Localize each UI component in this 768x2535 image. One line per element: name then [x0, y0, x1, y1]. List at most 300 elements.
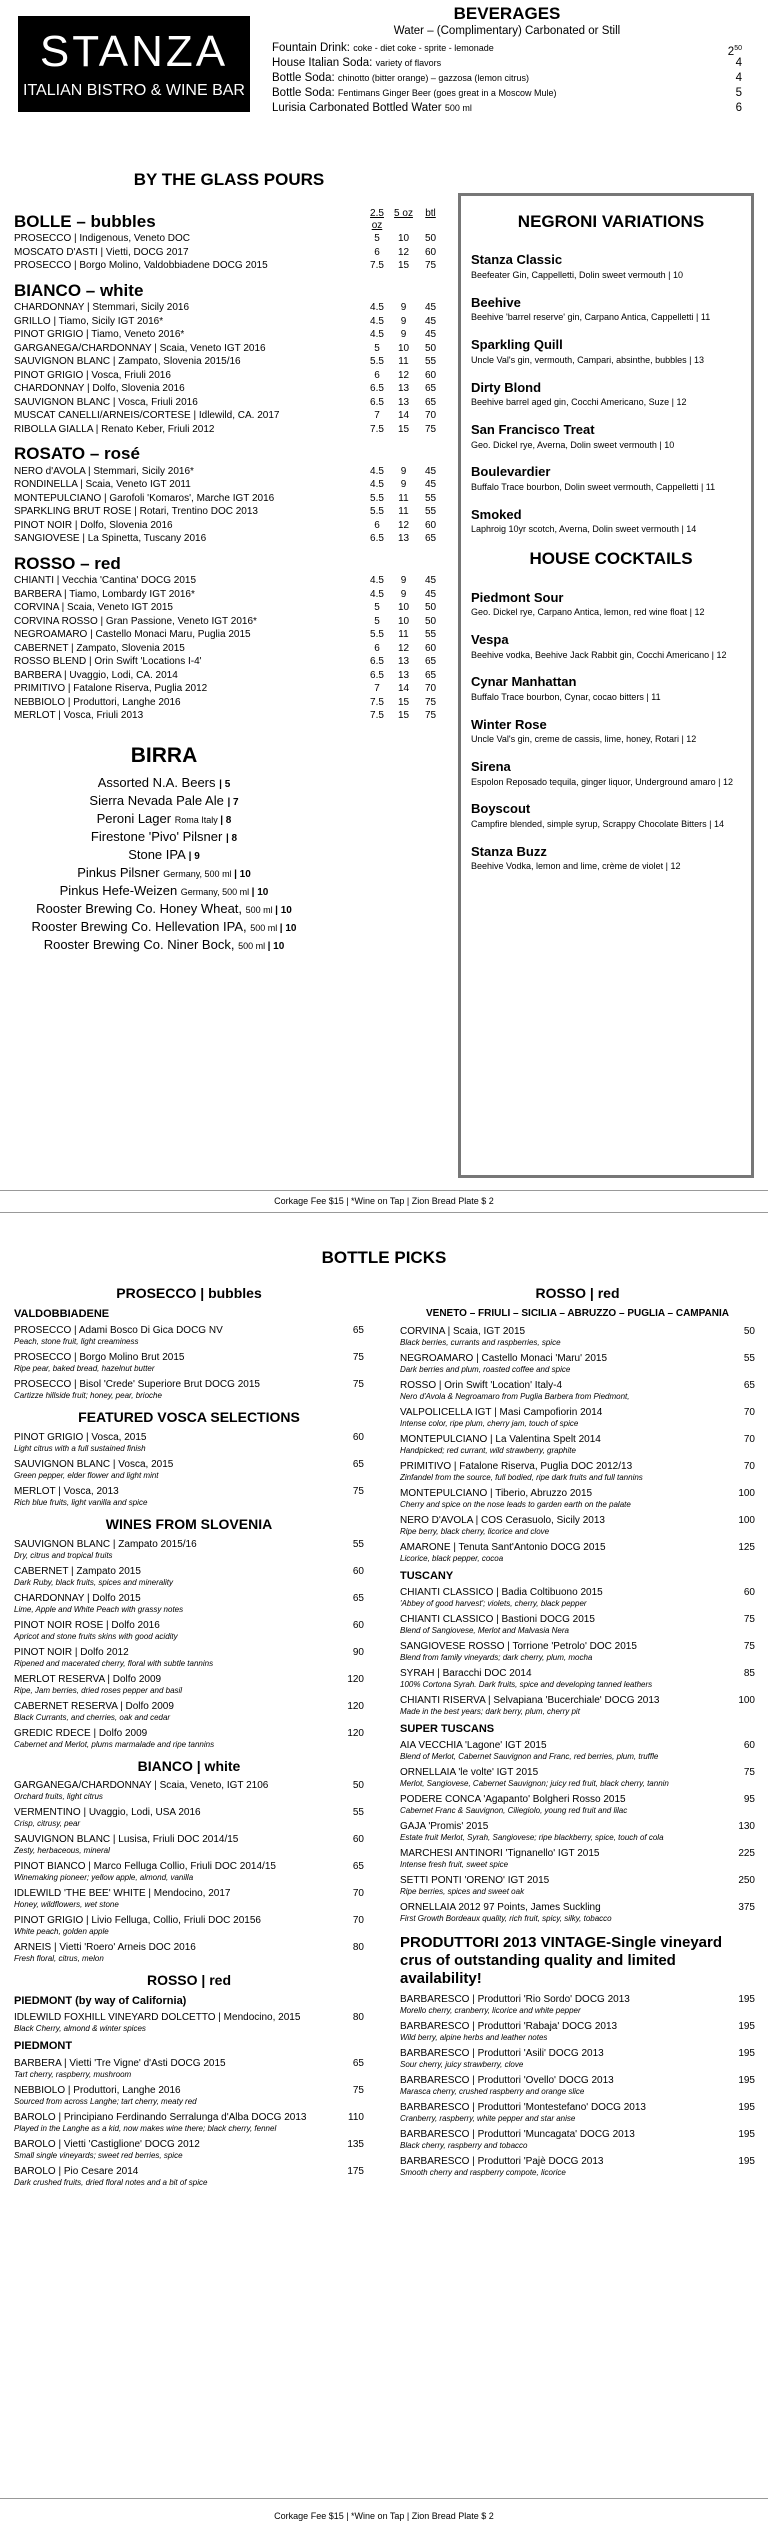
cocktail-name: Boulevardier — [471, 464, 551, 480]
logo-tagline: ITALIAN BISTRO & WINE BAR — [23, 81, 245, 99]
glass-price-bottle: 45 — [424, 575, 437, 587]
bottle-wine-row — [14, 1674, 364, 1686]
beverage-name: House Italian Soda: — [272, 57, 376, 70]
cocktail-name: Winter Rose — [471, 716, 547, 732]
bottle-wine-price: 65 — [743, 1379, 755, 1391]
beverage-desc: chinotto (bitter orange) – gazzosa (lemon citrus) — [337, 73, 529, 84]
bottle-wine-name: BAROLO | Vietti 'Castiglione' DOCG 2012 — [14, 2138, 200, 2150]
glass-wine-name: CORVINA ROSSO | Gran Passione, Veneto IGT 2016* — [14, 615, 257, 627]
bottle-wine-price: 120 — [347, 1727, 364, 1739]
bottle-wine-price: 100 — [738, 1487, 755, 1499]
glass-price-small: 4.5 — [370, 575, 384, 587]
beer-price: 9 — [194, 850, 200, 862]
bottle-wine-price: 375 — [738, 1902, 755, 1914]
cocktail-name: Cynar Manhattan — [471, 674, 577, 690]
bottle-section-heading: WINES FROM SLOVENIA — [105, 1515, 273, 1532]
beer-name: Sierra Nevada Pale Ale — [89, 792, 228, 808]
glass-price-glass: 10 — [397, 615, 410, 627]
bottle-wine-name: PINOT NOIR ROSE | Dolfo 2016 — [14, 1619, 160, 1631]
bottle-wine-row — [400, 2102, 755, 2114]
glass-wine-row — [14, 532, 444, 546]
glass-price-small: 6 — [374, 246, 380, 258]
bottle-wine-name: PINOT BIANCO | Marco Felluga Collio, Friuli DOC 2014/15 — [14, 1861, 276, 1873]
bottle-wine-desc: 100% Cortona Syrah. Dark fruits, spice and developing tanned leathers — [400, 1679, 653, 1689]
bottle-wine-price: 75 — [743, 1640, 755, 1652]
divider — [0, 2498, 768, 2499]
glass-price-glass: 13 — [397, 533, 410, 545]
bottle-wine-name: IDLEWILD 'THE BEE' WHITE | Mendocino, 2017 — [14, 1888, 231, 1900]
by-the-glass-list — [14, 208, 444, 722]
glass-price-small: 4.5 — [370, 465, 384, 477]
beer-price: 8 — [225, 814, 232, 826]
house-cocktails-list — [471, 590, 751, 873]
bottle-picks-right-column — [400, 1285, 755, 2183]
bottle-wine-price: 120 — [347, 1673, 364, 1685]
cocktail-item — [471, 252, 751, 280]
glass-price-bottle: 55 — [424, 506, 437, 518]
glass-wine-name: GARGANEGA/CHARDONNAY | Scaia, Veneto IGT 2016 — [14, 342, 266, 354]
glass-price-bottle: 65 — [424, 656, 437, 668]
cocktail-name: Vespa — [471, 631, 509, 647]
glass-price-small: 4.5 — [370, 479, 384, 491]
cocktail-desc: Uncle Val's gin, creme de cassis, lime, honey, Rotari | 12 — [471, 734, 697, 745]
beverage-price — [712, 101, 742, 116]
bottle-wine-name: BARBARESCO | Produttori 'Asili' DOCG 2013 — [400, 2048, 604, 2060]
cocktail-desc: Beehive barrel aged gin, Cocchi Americano, Suze | 12 — [471, 397, 687, 408]
bottle-wine-row — [14, 1888, 364, 1900]
glass-price-glass: 15 — [397, 423, 410, 435]
bottle-wine-price: 195 — [738, 2102, 755, 2114]
glass-price-glass: 12 — [397, 519, 410, 531]
bottle-wine-desc: Dark Ruby, black fruits, spices and minerality — [14, 1577, 174, 1587]
bottle-wine-price: 110 — [348, 2111, 364, 2123]
beer-name: Rooster Brewing Co. Niner Bock, — [43, 936, 239, 952]
cocktail-item — [471, 717, 751, 745]
bottle-wine-desc: Cranberry, raspberry, white pepper and star anise — [400, 2114, 576, 2124]
bottle-wine-name: CHARDONNAY | Dolfo 2015 — [14, 1592, 141, 1604]
bottle-wine-name: SYRAH | Baracchi DOC 2014 — [400, 1667, 532, 1679]
bottle-wine-price: 90 — [352, 1646, 364, 1658]
glass-wine-row — [14, 642, 444, 656]
bottle-wine-name: PROSECCO | Adami Bosco Di Gica DOCG NV — [14, 1324, 223, 1336]
glass-price-glass: 15 — [397, 710, 410, 722]
bottle-wine-name: NERO D'AVOLA | COS Cerasuolo, Sicily 2013 — [400, 1514, 605, 1526]
bottle-wine-desc: Dry, citrus and tropical fruits — [14, 1550, 113, 1560]
bottle-wine-row — [400, 1767, 755, 1779]
beverage-name: Bottle Soda: — [272, 87, 338, 100]
glass-wine-name: MERLOT | Vosca, Friuli 2013 — [14, 710, 144, 722]
beer-price-sep: | — [225, 832, 232, 844]
bottle-wine-row — [400, 1668, 755, 1680]
bottle-wine-price: 70 — [743, 1460, 755, 1472]
beer-name: Pinkus Pilsner — [77, 864, 164, 880]
beverage-name-wrap — [272, 101, 472, 116]
glass-price-small: 4.5 — [370, 329, 384, 341]
glass-category: BIANCO – white — [14, 280, 144, 300]
bottle-wine-row — [400, 1641, 755, 1653]
glass-price-bottle: 65 — [424, 669, 437, 681]
footnote-bottom: Corkage Fee $15 | *Wine on Tap | Zion Bread Plate $ 2 — [274, 2511, 494, 2521]
glass-price-bottle: 75 — [424, 260, 437, 272]
beer-size: Roma Italy — [174, 814, 221, 825]
bottle-wine-name: IDLEWILD FOXHILL VINEYARD DOLCETTO | Mendocino, 2015 — [14, 2012, 301, 2024]
glass-price-glass: 9 — [400, 588, 407, 600]
birra-list — [14, 774, 314, 954]
glass-price-bottle: 45 — [424, 588, 437, 600]
glass-wine-name: SAUVIGNON BLANC | Vosca, Friuli 2016 — [14, 396, 198, 408]
glass-price-bottle: 50 — [424, 342, 437, 354]
cocktail-desc: Geo. Dickel rye, Averna, Dolin sweet vermouth | 10 — [471, 439, 675, 450]
bottle-wine-price: 195 — [738, 2075, 755, 2087]
bottle-wine-desc: Wild berry, alpine herbs and leather notes — [400, 2033, 548, 2043]
bottle-wine-row — [14, 2139, 364, 2151]
bottle-wine-desc: Green pepper, elder flower and light mint — [14, 1470, 159, 1480]
bottle-wine-desc: Tart cherry, raspberry, mushroom — [14, 2069, 132, 2079]
glass-price-small: 4.5 — [370, 588, 384, 600]
beverage-name: Bottle Soda: — [272, 72, 338, 85]
bottle-wine-desc: Ripened and macerated cherry, floral with subtle tannins — [14, 1658, 214, 1668]
bottle-wine-name: SAUVIGNON BLANC | Zampato 2015/16 — [14, 1538, 197, 1550]
bottle-wine-desc: Sour cherry, juicy strawberry, clove — [400, 2060, 524, 2070]
beer-size: 500 ml — [250, 922, 280, 933]
bottle-wine-price: 120 — [347, 1700, 364, 1712]
bottle-wine-price: 65 — [352, 1458, 364, 1470]
bottle-wine-name: CORVINA | Scaia, IGT 2015 — [400, 1325, 526, 1337]
bottle-wine-name: CABERNET RESERVA | Dolfo 2009 — [14, 1700, 174, 1712]
glass-price-glass: 10 — [397, 602, 410, 614]
glass-wine-row — [14, 628, 444, 642]
bottle-wine-price: 75 — [352, 1485, 364, 1497]
glass-category: ROSSO – red — [14, 553, 121, 573]
glass-columns — [364, 208, 444, 232]
bottle-wine-row — [14, 1807, 364, 1819]
bottle-section-heading: FEATURED VOSCA SELECTIONS — [78, 1408, 300, 1425]
beverage-item — [272, 101, 742, 116]
beer-price-sep: | — [251, 886, 258, 898]
glass-price-glass: 9 — [400, 465, 407, 477]
bottle-wine-name: BAROLO | Pio Cesare 2014 — [14, 2165, 139, 2177]
bottle-wine-name: SETTI PONTI 'ORENO' IGT 2015 — [400, 1875, 550, 1887]
bottle-wine-desc: Dark crushed fruits, dried floral notes and a bit of spice — [14, 2177, 208, 2187]
produttori-heading: PRODUTTORI 2013 VINTAGE-Single vineyard crus of outstanding quality and limited availability! — [400, 1934, 723, 1988]
bottle-wine-name: ROSSO | Orin Swift 'Location' Italy-4 — [400, 1379, 563, 1391]
beer-item — [14, 900, 314, 918]
glass-price-small: 4.5 — [370, 315, 384, 327]
glass-price-small: 5 — [374, 615, 380, 627]
glass-wine-name: SAUVIGNON BLANC | Zampato, Slovenia 2015/16 — [14, 356, 241, 368]
beverages-section — [272, 4, 742, 116]
bottle-section-heading: ROSSO | red — [535, 1285, 620, 1301]
bottle-wine-price: 75 — [352, 1351, 364, 1363]
glass-price-bottle: 45 — [424, 302, 437, 314]
glass-wine-row — [14, 423, 444, 437]
glass-price-glass: 15 — [397, 260, 410, 272]
cocktail-item — [471, 844, 751, 872]
bottle-wine-price: 80 — [352, 1942, 364, 1954]
birra-section — [14, 743, 444, 954]
glass-category: BOLLE – bubbles — [14, 212, 156, 231]
beverage-desc: variety of flavors — [375, 58, 442, 69]
glass-wine-name: PINOT NOIR | Dolfo, Slovenia 2016 — [14, 519, 173, 531]
beverage-price-value: 5 — [735, 87, 742, 100]
cocktail-item — [471, 422, 751, 450]
cocktail-name: Smoked — [471, 506, 522, 522]
bottle-wine-row — [400, 1614, 755, 1626]
glass-wine-row — [14, 396, 444, 410]
bottle-wine-row — [400, 1902, 755, 1914]
bottle-wine-price: 100 — [738, 1514, 755, 1526]
bottle-wine-desc: Blend from family vineyards; dark cherry, plum, mocha — [400, 1652, 593, 1662]
cocktail-desc: Beehive Vodka, lemon and lime, crème de violet | 12 — [471, 861, 681, 872]
cocktail-name: Stanza Classic — [471, 252, 563, 268]
beer-size: 500 ml — [245, 904, 276, 915]
bottle-wine-name: CHIANTI CLASSICO | Badia Coltibuono 2015 — [400, 1586, 603, 1598]
beverage-desc: Fentimans Ginger Beer (goes great in a Moscow Mule) — [337, 88, 557, 99]
bottle-wine-desc: Sourced from across Langhe; tart cherry, meaty red — [14, 2096, 197, 2106]
cocktail-desc: Laphroig 10yr scotch, Averna, Dolin sweet vermouth | 14 — [471, 524, 697, 535]
glass-wine-name: CORVINA | Scaia, Veneto IGT 2015 — [14, 602, 173, 614]
glass-wine-name: CHARDONNAY | Dolfo, Slovenia 2016 — [14, 383, 185, 395]
glass-price-bottle: 45 — [424, 329, 437, 341]
cocktail-desc: Beefeater Gin, Cappelletti, Dolin sweet vermouth | 10 — [471, 269, 683, 280]
beverage-desc: 500 ml — [444, 103, 472, 114]
bottle-wine-price: 60 — [743, 1586, 755, 1598]
beverage-price-value: 4 — [735, 57, 742, 70]
bottle-wine-row — [14, 1728, 364, 1740]
cocktail-item — [471, 295, 751, 323]
bottle-region-heading: SUPER TUSCANS — [400, 1722, 495, 1735]
glass-price-glass: 14 — [397, 683, 410, 695]
glass-price-bottle: 65 — [424, 383, 437, 395]
bottle-region-heading: VALDOBBIADENE — [14, 1307, 110, 1320]
beer-item — [14, 846, 314, 864]
bottle-wine-row — [14, 2166, 364, 2178]
bottle-wine-row — [14, 1647, 364, 1659]
glass-price-small: 5.5 — [370, 492, 384, 504]
bottle-wine-desc: White peach, golden apple — [14, 1927, 109, 1937]
glass-price-bottle: 70 — [424, 683, 437, 695]
glass-price-glass: 12 — [397, 369, 410, 381]
bottle-wine-desc: Rich blue fruits, light vanilla and spice — [14, 1497, 148, 1507]
bottle-wine-name: ORNELLAIA 2012 97 Points, James Suckling — [400, 1902, 601, 1914]
beer-size: Germany, 500 ml — [163, 868, 235, 879]
bottle-picks-title: BOTTLE PICKS — [321, 1248, 447, 1267]
bottle-wine-row — [14, 2112, 364, 2124]
bottle-wine-name: SAUVIGNON BLANC | Lusisa, Friuli DOC 2014/15 — [14, 1834, 239, 1846]
beer-size: Germany, 500 ml — [180, 886, 252, 897]
bottle-wine-row — [14, 1539, 364, 1551]
bottle-wine-row — [14, 1861, 364, 1873]
glass-wine-name: PINOT GRIGIO | Tiamo, Veneto 2016* — [14, 329, 185, 341]
bottle-wine-desc: Apricot and stone fruits skins with good acidity — [14, 1631, 178, 1641]
glass-wine-name: BARBERA | Uvaggio, Lodi, CA. 2014 — [14, 669, 178, 681]
bottle-wine-price: 55 — [352, 1538, 364, 1550]
glass-price-glass: 12 — [397, 642, 410, 654]
glass-price-glass: 10 — [397, 233, 410, 245]
glass-price-small: 7.5 — [370, 696, 384, 708]
glass-column-header: 5 oz — [394, 208, 413, 220]
bottle-wine-desc: Ripe pear, baked bread, hazelnut butter — [14, 1363, 155, 1373]
glass-price-bottle: 55 — [424, 356, 437, 368]
bottle-wine-price: 80 — [352, 2012, 364, 2024]
bottle-wine-row — [14, 1486, 364, 1498]
bottle-wine-price: 70 — [352, 1888, 364, 1900]
beer-name: Rooster Brewing Co. Honey Wheat, — [36, 900, 246, 916]
bottle-wine-price: 75 — [743, 1767, 755, 1779]
cocktail-item — [471, 590, 751, 618]
glass-wine-name: NEGROAMARO | Castello Monaci Maru, Puglia 2015 — [14, 629, 251, 641]
glass-price-small: 7.5 — [370, 423, 384, 435]
glass-price-bottle: 60 — [424, 369, 437, 381]
cocktail-item — [471, 759, 751, 787]
cocktail-item — [471, 632, 751, 660]
glass-wine-row — [14, 382, 444, 396]
glass-price-bottle: 75 — [424, 696, 437, 708]
logo-name: STANZA — [39, 27, 229, 76]
bottle-wine-name: PROSECCO | Borgo Molino Brut 2015 — [14, 1351, 185, 1363]
glass-wine-row — [14, 355, 444, 369]
bottle-wine-desc: Black Cherry, almond & winter spices — [14, 2024, 146, 2034]
bottle-wine-price: 75 — [352, 2084, 364, 2096]
glass-wine-name: NEBBIOLO | Produttori, Langhe 2016 — [14, 696, 181, 708]
bottle-wine-row — [14, 1593, 364, 1605]
bottle-wine-row — [14, 1566, 364, 1578]
glass-wine-row — [14, 342, 444, 356]
bottle-wine-name: VERMENTINO | Uvaggio, Lodi, USA 2016 — [14, 1807, 201, 1819]
glass-wine-row — [14, 315, 444, 329]
bottle-wine-desc: Cabernet and Merlot, plums marmalade and ripe tannins — [14, 1739, 215, 1749]
bottle-wine-desc: Honey, wildflowers, wet stone — [14, 1900, 119, 1910]
beer-item — [14, 792, 314, 810]
bottle-wine-row — [400, 1542, 755, 1554]
beer-item — [14, 936, 314, 954]
glass-wine-name: CHARDONNAY | Stemmari, Sicily 2016 — [14, 302, 190, 314]
bottle-wine-desc: Cartizze hillside fruit; honey, pear, brioche — [14, 1390, 162, 1400]
glass-price-glass: 11 — [398, 506, 409, 518]
beverage-name-wrap — [272, 86, 556, 101]
bottle-wine-desc: Made in the best years; dark berry, plum, cherry pit — [400, 1706, 580, 1716]
bottle-wine-desc: Crisp, citrusy, pear — [14, 1819, 81, 1829]
bottle-wine-price: 195 — [738, 2021, 755, 2033]
glass-wine-name: GRILLO | Tiamo, Sicily IGT 2016* — [14, 315, 164, 327]
glass-price-bottle: 65 — [424, 533, 437, 545]
glass-price-glass: 9 — [400, 479, 407, 491]
bottle-wine-row — [14, 1379, 364, 1391]
bottle-wine-row — [400, 1848, 755, 1860]
glass-price-bottle: 45 — [424, 479, 437, 491]
beverage-item — [272, 86, 742, 101]
beer-price: 10 — [280, 904, 292, 916]
glass-price-glass: 11 — [398, 629, 409, 641]
bottle-wine-price: 175 — [347, 2165, 364, 2177]
bottle-wine-row — [14, 2012, 364, 2024]
glass-wine-row — [14, 655, 444, 669]
glass-header-row — [14, 208, 444, 232]
beverages-list — [272, 41, 742, 116]
bottle-wine-name: AIA VECCHIA 'Lagone' IGT 2015 — [400, 1740, 547, 1752]
bottle-wine-price: 60 — [352, 1834, 364, 1846]
cocktail-name: San Francisco Treat — [471, 421, 595, 437]
bottle-wine-row — [400, 2129, 755, 2141]
bottle-wine-price: 60 — [352, 1619, 364, 1631]
glass-price-glass: 15 — [397, 696, 410, 708]
bottle-wine-name: PRIMITIVO | Fatalone Riserva, Puglia DOC 2012/13 — [400, 1460, 633, 1472]
beverage-price-value: 4 — [735, 72, 742, 85]
glass-wine-row — [14, 328, 444, 342]
bottle-wine-price: 250 — [738, 1875, 755, 1887]
bottle-wine-price: 70 — [352, 1915, 364, 1927]
glass-price-bottle: 75 — [424, 423, 437, 435]
bottle-wine-name: PINOT NOIR | Dolfo 2012 — [14, 1646, 129, 1658]
cocktail-desc: Beehive vodka, Beehive Jack Rabbit gin, Cocchi Americano | 12 — [471, 649, 727, 660]
beverage-name-wrap — [272, 56, 441, 71]
beer-price: 10 — [239, 868, 251, 880]
glass-wine-row — [14, 465, 444, 479]
beer-item — [14, 828, 314, 846]
bottle-wine-name: BARBARESCO | Produttori 'Montestefano' DOCG 2013 — [400, 2102, 646, 2114]
glass-wine-name: PROSECCO | Indigenous, Veneto DOC — [14, 233, 191, 245]
glass-price-glass: 13 — [397, 656, 410, 668]
beer-price-sep: | — [227, 796, 234, 808]
beverage-item — [272, 56, 742, 71]
cocktail-name: Sirena — [471, 759, 511, 775]
bottle-wine-price: 60 — [352, 1565, 364, 1577]
bottle-section-heading: PROSECCO | bubbles — [116, 1285, 262, 1301]
bottle-picks-left-column — [14, 1285, 364, 2193]
bottle-wine-desc: Black cherry, raspberry and tobacco — [400, 2141, 528, 2151]
glass-price-bottle: 50 — [424, 615, 437, 627]
beverage-price-cents: 50 — [734, 45, 742, 53]
glass-wine-name: PROSECCO | Borgo Molino, Valdobbiadene DOCG 2015 — [14, 260, 268, 272]
beer-price-sep: | — [220, 814, 226, 826]
bottle-wine-row — [400, 2021, 755, 2033]
bottle-wine-desc: Cherry and spice on the nose leads to garden earth on the palate — [400, 1499, 631, 1509]
bottle-wine-price: 85 — [743, 1667, 755, 1679]
beer-item — [14, 864, 314, 882]
bottle-wine-price: 75 — [352, 1378, 364, 1390]
glass-price-glass: 12 — [397, 246, 410, 258]
cocktail-desc: Beehive 'barrel reserve' gin, Carpano Antica, Cappelletti | 11 — [471, 312, 711, 323]
glass-price-bottle: 65 — [424, 396, 437, 408]
glass-price-glass: 13 — [397, 396, 410, 408]
glass-wine-name: CABERNET | Zampato, Slovenia 2015 — [14, 642, 185, 654]
glass-wine-row — [14, 246, 444, 260]
cocktail-desc: Buffalo Trace bourbon, Cynar, cocao bitters | 11 — [471, 691, 661, 702]
bottle-wine-price: 60 — [352, 1431, 364, 1443]
glass-wine-row — [14, 505, 444, 519]
bottle-wine-name: MERLOT RESERVA | Dolfo 2009 — [14, 1673, 162, 1685]
cocktail-item — [471, 380, 751, 408]
glass-price-small: 5.5 — [370, 506, 384, 518]
beer-price: 5 — [224, 778, 231, 790]
glass-price-bottle: 60 — [424, 519, 437, 531]
bottle-wine-name: BARBERA | Vietti 'Tre Vigne' d'Asti DOCG 2015 — [14, 2057, 226, 2069]
glass-price-bottle: 60 — [424, 246, 437, 258]
glass-price-bottle: 70 — [424, 410, 437, 422]
bottle-wine-desc: Cabernet Franc & Sauvignon, Ciliegiolo, young red fruit and lilac — [400, 1806, 628, 1816]
glass-wine-name: RONDINELLA | Scaia, Veneto IGT 2011 — [14, 479, 191, 491]
bottle-wine-name: MARCHESI ANTINORI 'Tignanello' IGT 2015 — [400, 1848, 600, 1860]
cocktail-desc: Espolon Reposado tequila, ginger liquor, Underground amaro | 12 — [471, 776, 734, 787]
beverage-name: Lurisia Carbonated Bottled Water — [272, 102, 445, 115]
beverage-name-wrap — [272, 41, 494, 56]
glass-price-bottle: 50 — [424, 602, 437, 614]
by-the-glass-section — [14, 170, 444, 954]
bottle-wine-row — [14, 1432, 364, 1444]
bottle-wine-row — [400, 1994, 755, 2006]
bottle-wine-desc: Ripe, Jam berries, dried roses pepper and basil — [14, 1685, 183, 1695]
bottle-wine-row — [400, 1515, 755, 1527]
